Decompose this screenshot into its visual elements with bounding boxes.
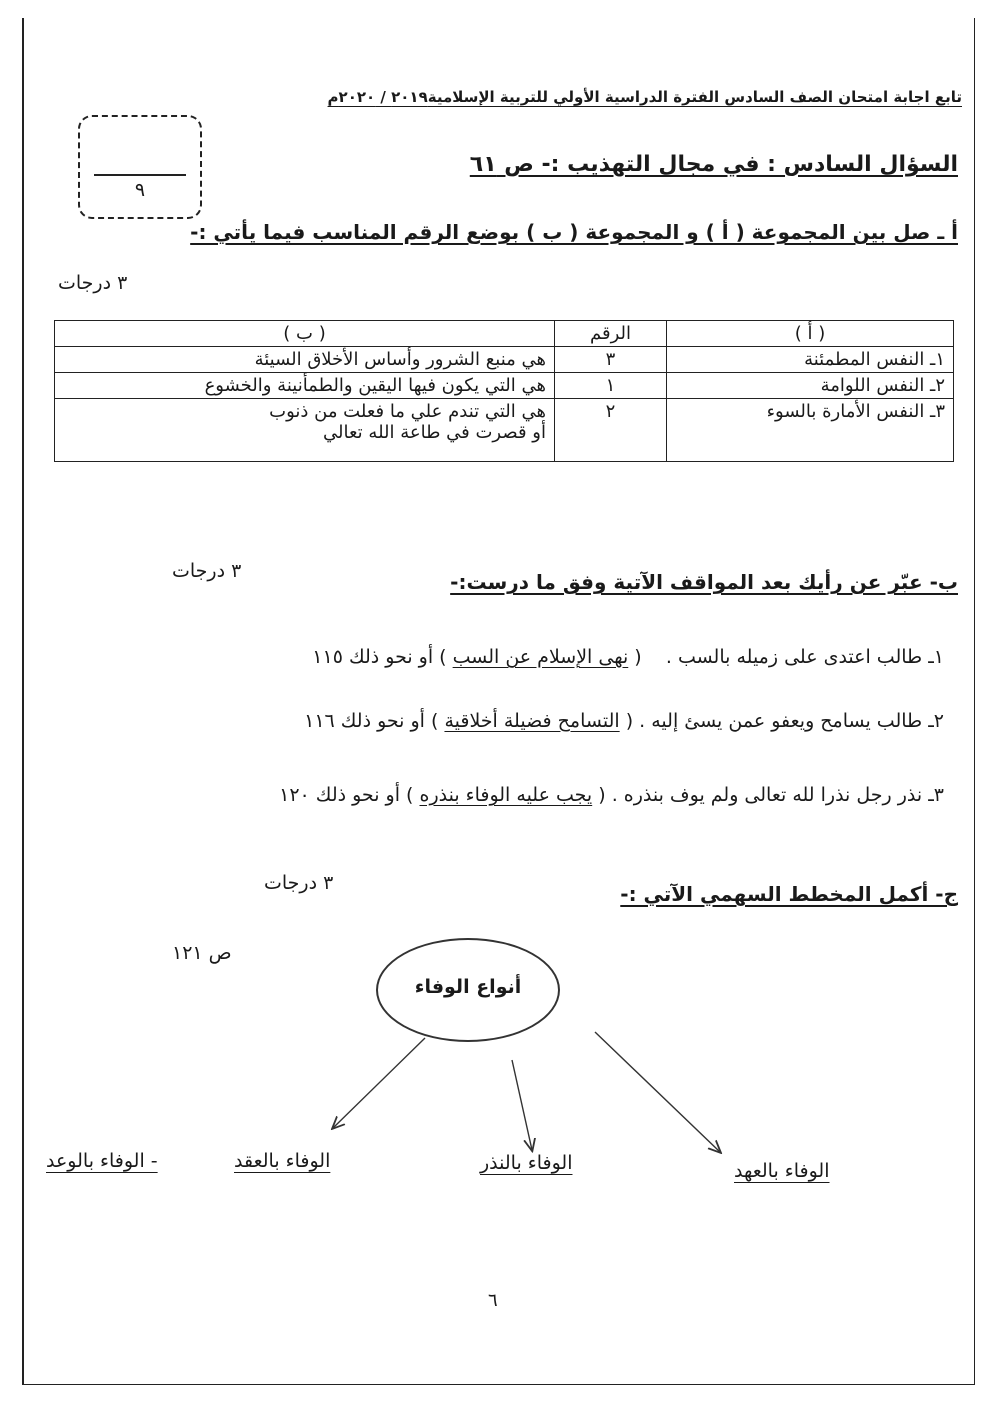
part-a-marks: ٣ درجات [58, 272, 128, 294]
situation-answer: التسامح فضيلة أخلاقية [444, 710, 620, 732]
arrow-to-oath [595, 1032, 720, 1152]
question-heading: السؤال السادس : في مجال التهذيب :- ص ٦١ [469, 152, 958, 177]
part-c-marks: ٣ درجات [264, 872, 334, 894]
situation-text: ١ـ طالب اعتدى على زميله بالسب . [665, 646, 944, 668]
page-reference: ص ١٢١ [172, 942, 232, 964]
situation-item: ١ـ طالب اعتدى على زميله بالسب . ( نهى الإسلام عن السب ) أو نحو ذلك ١١٥ [312, 646, 944, 668]
row-b: هي التي يكون فيها اليقين والطمأنينة والخشوع [55, 373, 555, 399]
row-number: ١ [555, 373, 667, 399]
leaf-oath: الوفاء بالعهد [734, 1160, 830, 1182]
exam-title: تابع اجابة امتحان الصف السادس الفترة الدراسية الأولي للتربية الإسلامية٢٠١٩ / ٢٠٢٠م [327, 88, 962, 106]
arrow-to-vow [512, 1060, 532, 1150]
situation-suffix: أو نحو ذلك ١٢٠ [279, 784, 400, 806]
situation-item: ٣ـ نذر رجل نذرا لله تعالى ولم يوف بنذره . ( يجب عليه الوفاء بنذره ) أو نحو ذلك ١٢٠ [279, 784, 944, 806]
page-number: ٦ [488, 1290, 498, 1311]
situation-suffix: أو نحو ذلك ١١٥ [312, 646, 434, 668]
row-b-line2: أو قصرت في طاعة الله تعالي [323, 422, 546, 443]
center-oval [376, 938, 560, 1042]
situation-item: ٢ـ طالب يسامح ويعفو عمن يسئ إليه . ( التسامح فضيلة أخلاقية ) أو نحو ذلك ١١٦ [304, 710, 944, 732]
arrow-to-contract [333, 1038, 425, 1128]
situation-suffix: أو نحو ذلك ١١٦ [304, 710, 425, 732]
center-label: أنواع الوفاء [414, 976, 522, 998]
header-number: الرقم [555, 321, 667, 347]
row-a: ١ـ النفس المطمئنة [667, 347, 954, 373]
situation-text: ٢ـ طالب يسامح ويعفو عمن يسئ إليه . [639, 710, 944, 732]
row-number: ٣ [555, 347, 667, 373]
row-number: ٢ [555, 399, 667, 462]
leaf-vow: الوفاء بالنذر [480, 1152, 573, 1174]
row-a: ٣ـ النفس الأمارة بالسوء [667, 399, 954, 462]
part-a-instruction: أ ـ صل بين المجموعة ( أ ) و المجموعة ( ب ) بوضع الرقم المناسب فيما يأتي :- [190, 220, 958, 244]
row-b-line1: هي التي تندم علي ما فعلت من ذنوب [269, 401, 546, 422]
situation-answer: يجب عليه الوفاء بنذره [419, 784, 593, 806]
row-a: ٢ـ النفس اللوامة [667, 373, 954, 399]
part-b-instruction: ب- عبّر عن رأيك بعد المواقف الآتية وفق ما درست:- [450, 570, 958, 594]
score-value: ٩ [134, 179, 146, 201]
leaf-contract: الوفاء بالعقد [234, 1150, 331, 1172]
header-a: ( أ ) [667, 321, 954, 347]
situation-text: ٣ـ نذر رجل نذرا لله تعالى ولم يوف بنذره . [611, 784, 944, 806]
row-b: هي منبع الشرور وأساس الأخلاق السيئة [55, 347, 555, 373]
leaf-promise: - الوفاء بالوعد [46, 1150, 158, 1172]
part-c-instruction: ج- أكمل المخطط السهمي الآتي :- [620, 882, 958, 906]
part-b-marks: ٣ درجات [172, 560, 242, 582]
header-b: ( ب ) [55, 321, 555, 347]
situation-answer: نهى الإسلام عن السب [452, 646, 629, 668]
